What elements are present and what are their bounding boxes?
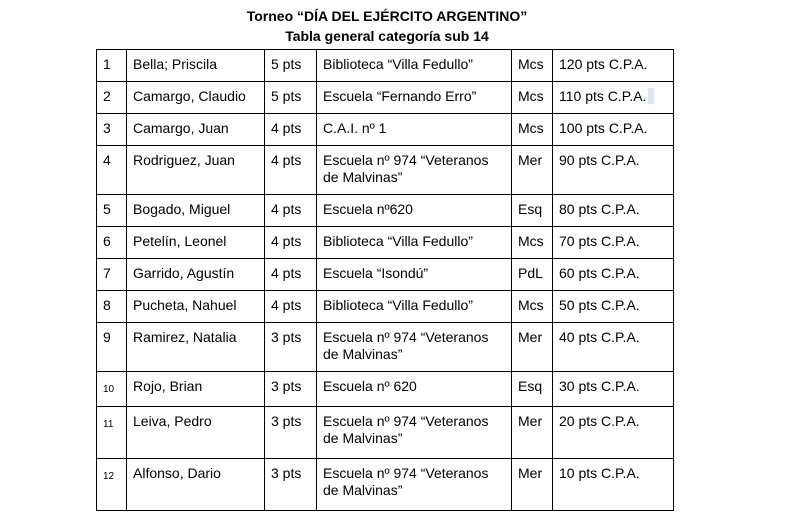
table-row: [97, 407, 674, 459]
player-name-cell: Garrido, Agustín: [127, 259, 265, 291]
cpa-points-cell: 100 pts C.P.A.: [553, 114, 674, 146]
club-cell: Escuela nº 974 “Veteranos de Malvinas”: [317, 323, 512, 372]
player-name-cell: Leiva, Pedro: [127, 407, 265, 459]
player-name-cell: Camargo, Claudio: [127, 82, 265, 114]
table-row: [97, 195, 674, 227]
points-cell: 4 pts: [265, 259, 317, 291]
club-cell: Escuela nº620: [317, 195, 512, 227]
table-row: [97, 291, 674, 323]
points-cell: 3 pts: [265, 459, 317, 511]
table-row: [97, 259, 674, 291]
player-name-cell: Petelín, Leonel: [127, 227, 265, 259]
table-row: [97, 323, 674, 372]
document-title: [96, 6, 678, 46]
cpa-points-cell: 90 pts C.P.A.: [553, 146, 674, 195]
table-row: [97, 372, 674, 407]
player-name-cell: Rojo, Brian: [127, 372, 265, 407]
position-cell: 12: [97, 459, 127, 511]
zone-cell: Mcs: [512, 50, 553, 82]
position-cell: 8: [97, 291, 127, 323]
club-cell: Escuela “Isondú”: [317, 259, 512, 291]
player-name-cell: Alfonso, Dario: [127, 459, 265, 511]
player-name-cell: Bogado, Miguel: [127, 195, 265, 227]
standings-table: [96, 49, 674, 511]
zone-cell: Mcs: [512, 82, 553, 114]
cpa-points-cell: 70 pts C.P.A.: [553, 227, 674, 259]
position-cell: 9: [97, 323, 127, 372]
position-cell: 2: [97, 82, 127, 114]
club-cell: Escuela nº 974 “Veteranos de Malvinas”: [317, 146, 512, 195]
position-cell: 1: [97, 50, 127, 82]
cpa-points-cell: 50 pts C.P.A.: [553, 291, 674, 323]
cpa-points-cell: 60 pts C.P.A.: [553, 259, 674, 291]
zone-cell: PdL: [512, 259, 553, 291]
player-name-cell: Camargo, Juan: [127, 114, 265, 146]
zone-cell: Mer: [512, 407, 553, 459]
cpa-points-cell: 120 pts C.P.A.: [553, 50, 674, 82]
table-row: [97, 114, 674, 146]
points-cell: 5 pts: [265, 50, 317, 82]
table-row: [97, 82, 674, 114]
title-line-2: Tabla general categoría sub 14: [285, 28, 489, 44]
points-cell: 3 pts: [265, 323, 317, 372]
points-cell: 4 pts: [265, 114, 317, 146]
points-cell: 4 pts: [265, 195, 317, 227]
table-row: [97, 459, 674, 511]
zone-cell: Mcs: [512, 114, 553, 146]
points-cell: 4 pts: [265, 227, 317, 259]
club-cell: C.A.I. nº 1: [317, 114, 512, 146]
table-row: [97, 146, 674, 195]
position-cell: 5: [97, 195, 127, 227]
title-line-1: Torneo “DÍA DEL EJÉRCITO ARGENTINO”: [246, 8, 528, 24]
cpa-points-cell: 20 pts C.P.A.: [553, 407, 674, 459]
player-name-cell: Rodriguez, Juan: [127, 146, 265, 195]
zone-cell: Mcs: [512, 291, 553, 323]
club-cell: Biblioteca “Villa Fedullo”: [317, 50, 512, 82]
cpa-points-cell: 30 pts C.P.A.: [553, 372, 674, 407]
club-cell: Escuela “Fernando Erro”: [317, 82, 512, 114]
zone-cell: Mer: [512, 323, 553, 372]
position-cell: 6: [97, 227, 127, 259]
table-row: [97, 227, 674, 259]
position-cell: 10: [97, 372, 127, 407]
cpa-points-cell: 40 pts C.P.A.: [553, 323, 674, 372]
zone-cell: Mer: [512, 459, 553, 511]
text-cursor-highlight: [648, 88, 654, 104]
zone-cell: Esq: [512, 195, 553, 227]
points-cell: 4 pts: [265, 291, 317, 323]
cpa-points-cell: 80 pts C.P.A.: [553, 195, 674, 227]
position-cell: 7: [97, 259, 127, 291]
club-cell: Escuela nº 974 “Veteranos de Malvinas”: [317, 407, 512, 459]
club-cell: Biblioteca “Villa Fedullo”: [317, 227, 512, 259]
club-cell: Escuela nº 620: [317, 372, 512, 407]
points-cell: 5 pts: [265, 82, 317, 114]
zone-cell: Mcs: [512, 227, 553, 259]
zone-cell: Mer: [512, 146, 553, 195]
player-name-cell: Bella; Priscila: [127, 50, 265, 82]
cpa-points-cell: 10 pts C.P.A.: [553, 459, 674, 511]
player-name-cell: Ramirez, Natalia: [127, 323, 265, 372]
cpa-points-cell: 110 pts C.P.A.: [553, 82, 674, 114]
points-cell: 4 pts: [265, 146, 317, 195]
club-cell: Biblioteca “Villa Fedullo”: [317, 291, 512, 323]
position-cell: 4: [97, 146, 127, 195]
points-cell: 3 pts: [265, 407, 317, 459]
zone-cell: Esq: [512, 372, 553, 407]
club-cell: Escuela nº 974 “Veteranos de Malvinas”: [317, 459, 512, 511]
position-cell: 11: [97, 407, 127, 459]
position-cell: 3: [97, 114, 127, 146]
player-name-cell: Pucheta, Nahuel: [127, 291, 265, 323]
table-row: [97, 50, 674, 82]
points-cell: 3 pts: [265, 372, 317, 407]
